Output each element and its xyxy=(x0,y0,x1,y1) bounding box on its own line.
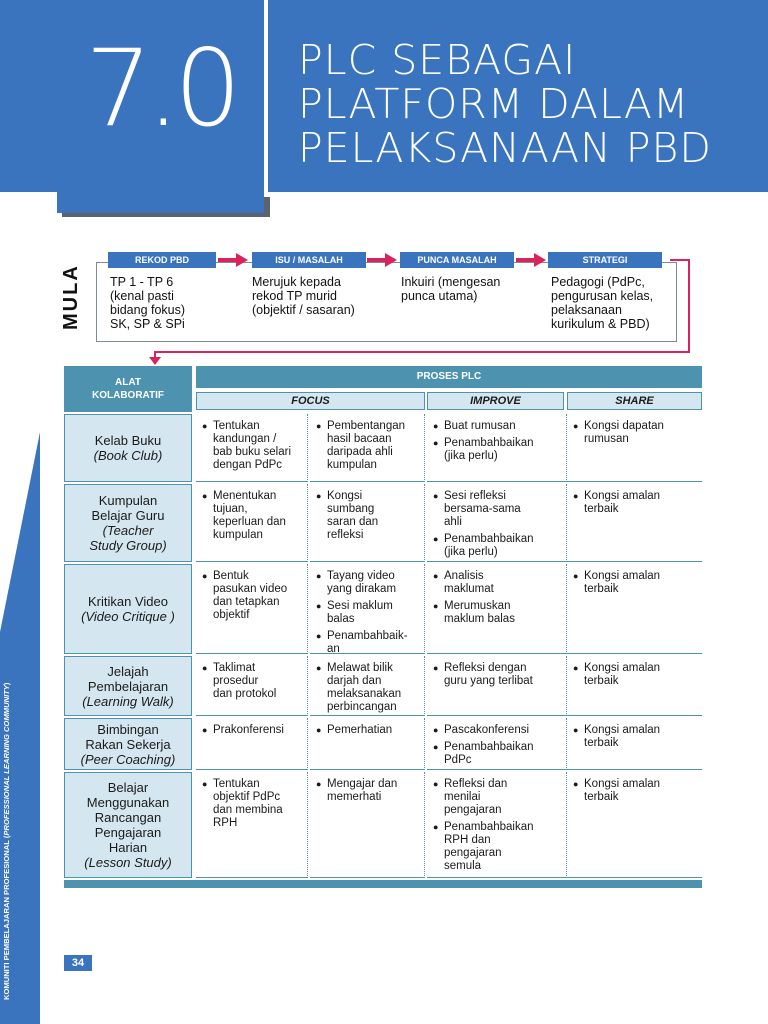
tool-cell xyxy=(64,484,192,562)
table-cell-improve xyxy=(427,656,567,716)
list-item: ● Taklimat prosedur dan protokol xyxy=(202,662,303,701)
down-arrow-icon xyxy=(149,357,161,365)
sub-header-share: SHARE xyxy=(567,392,702,410)
list-item: ● Menentukan tujuan, keperluan dan kumpulan xyxy=(202,490,303,542)
table-cell-share xyxy=(567,564,702,654)
flow-arrow-icon xyxy=(516,253,546,267)
list-item: ● Kongsi dapatan rumusan xyxy=(573,420,698,446)
page-number: 34 xyxy=(64,955,92,971)
table-cell-focus2 xyxy=(310,772,425,878)
list-item: ● Kongsi amalan terbaik xyxy=(573,662,698,688)
table-cell-improve xyxy=(427,718,567,770)
tool-name: Kelab Buku xyxy=(94,433,162,448)
connector-line xyxy=(154,351,690,353)
tool-cell xyxy=(64,656,192,716)
table-cell-focus1 xyxy=(196,656,308,716)
table-cell-share xyxy=(567,414,702,482)
flow-step-text-4: Pedagogi (PdPc, pengurusan kelas, pelaksanaan kurikulum & PBD) xyxy=(551,275,654,331)
table-cell-focus2 xyxy=(310,564,425,654)
tool-cell xyxy=(64,564,192,654)
flow-step-label-4: STRATEGI xyxy=(548,252,662,268)
table-cell-share xyxy=(567,718,702,770)
page-title xyxy=(298,38,712,170)
connector-line xyxy=(688,259,690,353)
tool-name: Kritikan Video xyxy=(88,594,168,609)
tool-cell xyxy=(64,718,192,770)
list-item: ● Analisis maklumat xyxy=(433,570,562,596)
table-cell-focus1 xyxy=(196,414,308,482)
table-cell-focus1 xyxy=(196,484,308,562)
chapter-number: 7.0 xyxy=(85,27,236,150)
flow-step-label-1: REKOD PBD xyxy=(108,252,216,268)
tool-name-en: (Peer Coaching) xyxy=(80,751,176,767)
list-item: ● Pemerhatian xyxy=(316,724,420,737)
list-item: ● Tentukan kandungan / bab buku selari dengan PdPc xyxy=(202,420,303,472)
tool-name: Kumpulan Belajar Guru xyxy=(91,493,165,523)
list-item: ● Tayang video yang dirakam xyxy=(316,570,420,596)
list-item: ● Kongsi amalan terbaik xyxy=(573,778,698,804)
table-header-process: PROSES PLC xyxy=(196,366,702,388)
tool-name-en: (Lesson Study) xyxy=(84,855,172,870)
tool-name: Bimbingan Rakan Sekerja xyxy=(85,721,171,752)
list-item: ● Pembentangan hasil bacaan daripada ahli kumpulan xyxy=(316,420,420,472)
table-cell-improve xyxy=(427,484,567,562)
list-item: ● Penambahbaik- an xyxy=(316,630,420,656)
flow-step-label-2: ISU / MASALAH xyxy=(252,252,366,268)
table-cell-focus1 xyxy=(196,772,308,878)
tool-name-en: (Learning Walk) xyxy=(82,693,174,709)
start-label: MULA xyxy=(60,264,82,330)
table-cell-share xyxy=(567,656,702,716)
flow-arrow-icon xyxy=(218,253,248,267)
spine-notch xyxy=(0,432,40,632)
list-item: ● Penambahbaikan (jika perlu) xyxy=(433,533,562,559)
connector-line xyxy=(670,259,690,261)
list-item: ● Refleksi dan menilai pengajaran xyxy=(433,778,562,817)
list-item: ● Bentuk pasukan video dan tetapkan objektif xyxy=(202,570,303,622)
list-item: ● Mengajar dan memerhati xyxy=(316,778,420,804)
list-item: ● Refleksi dengan guru yang terlibat xyxy=(433,662,562,688)
list-item: ● Prakonferensi xyxy=(202,724,303,737)
table-cell-focus2 xyxy=(310,656,425,716)
tool-cell xyxy=(64,772,192,878)
list-item: ● Tentukan objektif PdPc dan membina RPH xyxy=(202,778,303,830)
table-cell-share xyxy=(567,772,702,878)
table-cell-share xyxy=(567,484,702,562)
table-cell-focus1 xyxy=(196,564,308,654)
list-item: ● Kongsi sumbang saran dan refleksi xyxy=(316,490,420,542)
list-item: ● Kongsi amalan terbaik xyxy=(573,724,698,750)
tool-name-en: (Teacher Study Group) xyxy=(89,523,167,553)
title-line-3: PELAKSANAAN PBD xyxy=(298,124,712,172)
flow-step-label-3: PUNCA MASALAH xyxy=(400,252,514,268)
list-item: ● Merumuskan maklum balas xyxy=(433,600,562,626)
flow-step-text-1: TP 1 - TP 6 (kenal pasti bidang fokus) SK, SP & SPi xyxy=(110,275,186,331)
tool-name-en: (Video Critique ) xyxy=(81,609,175,624)
flow-arrow-icon xyxy=(367,253,397,267)
tool-cell xyxy=(64,414,192,482)
list-item: ● Penambahbaikan (jika perlu) xyxy=(433,437,562,463)
table-cell-focus1 xyxy=(196,718,308,770)
table-cell-focus2 xyxy=(310,484,425,562)
tool-name-en: (Book Club) xyxy=(93,448,163,463)
tool-name: Belajar Menggunakan Rancangan Pengajaran Harian xyxy=(86,780,170,855)
table-cell-focus2 xyxy=(310,414,425,482)
table-cell-improve xyxy=(427,414,567,482)
table-cell-focus2 xyxy=(310,718,425,770)
sub-header-focus: FOCUS xyxy=(196,392,425,410)
spine-text: KOMUNITI PEMBELAJARAN PROFESIONAL (PROFESSIONAL LEARNING COMMUNITY) xyxy=(2,682,11,1000)
header-divider xyxy=(264,0,268,192)
list-item: ● Melawat bilik darjah dan melaksanakan perbincangan xyxy=(316,662,420,714)
list-item: ● Penambahbaikan PdPc xyxy=(433,741,562,767)
title-line-2: PLATFORM DALAM xyxy=(298,80,690,128)
flow-step-text-2: Merujuk kepada rekod TP murid (objektif / sasaran) xyxy=(252,275,355,317)
sub-header-improve: IMPROVE xyxy=(427,392,564,410)
tool-name: Jelajah Pembelajaran xyxy=(87,663,169,694)
table-header-tools: ALAT KOLABORATIF xyxy=(64,366,192,412)
list-item: ● Pascakonferensi xyxy=(433,724,562,737)
title-line-1: PLC SEBAGAI xyxy=(298,36,577,84)
flow-step-text-3: Inkuiri (mengesan punca utama) xyxy=(401,275,501,303)
list-item: ● Buat rumusan xyxy=(433,420,562,433)
list-item: ● Penambahbaikan RPH dan pengajaran semula xyxy=(433,821,562,873)
table-cell-improve xyxy=(427,564,567,654)
list-item: ● Sesi refleksi bersama-sama ahli xyxy=(433,490,562,529)
table-cell-improve xyxy=(427,772,567,878)
list-item: ● Kongsi amalan terbaik xyxy=(573,490,698,516)
list-item: ● Sesi maklum balas xyxy=(316,600,420,626)
list-item: ● Kongsi amalan terbaik xyxy=(573,570,698,596)
